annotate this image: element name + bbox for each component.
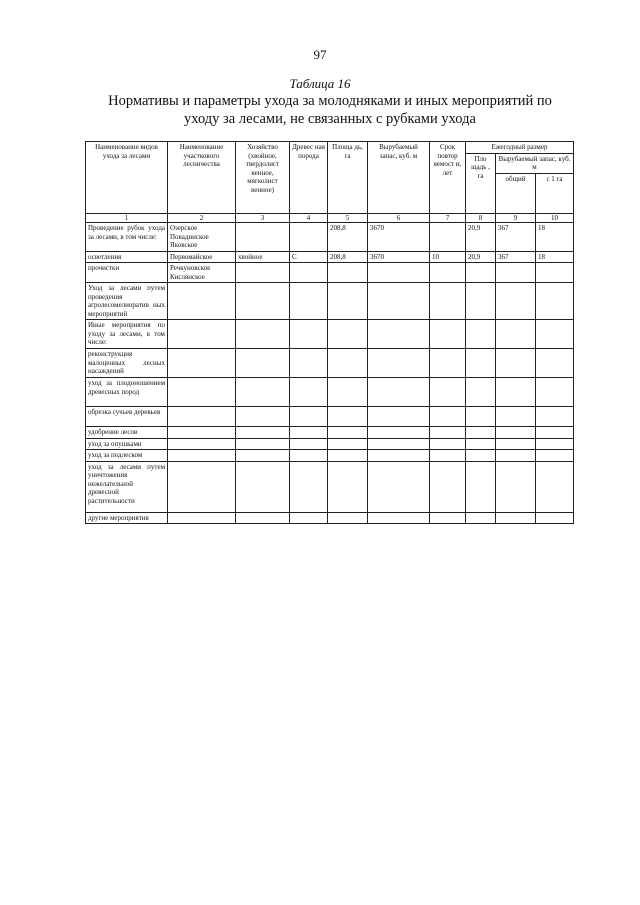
table-row	[86, 263, 574, 283]
row-volume: 3670	[368, 251, 430, 263]
header-col6: Вырубаемый запас, куб. м	[368, 142, 430, 214]
table-title-line1: Нормативы и параметры ухода за молодняками и иных мероприятий по	[108, 93, 552, 109]
row-species	[290, 263, 328, 283]
row-forestry: Речкуновское Кислянское	[168, 263, 236, 283]
row-period	[430, 263, 466, 283]
norms-table	[85, 141, 574, 524]
row-activity: уход за плодоношением древесных пород	[86, 378, 168, 407]
row-activity: Иные мероприятия по уходу за лесами, в том числе:	[86, 320, 168, 349]
row-annual-area: 20,9	[466, 251, 496, 263]
page-number: 97	[313, 47, 327, 62]
col-number: 7	[430, 213, 466, 223]
col-number: 6	[368, 213, 430, 223]
header-col3: Хозяйство (хвойное, твердолист венное, мягколист венное)	[236, 142, 290, 214]
table-row	[86, 512, 574, 524]
row-activity: обрезка сучьев деревьев	[86, 407, 168, 427]
row-annual-per-ha: 18	[536, 251, 574, 263]
header-col1: Наименование видов ухода за лесами	[86, 142, 168, 214]
header-annual-total: общий	[496, 173, 536, 213]
row-activity: удобрение лесов	[86, 427, 168, 439]
row-activity: уход за опушками	[86, 438, 168, 450]
table-row	[86, 349, 574, 378]
col-number: 8	[466, 213, 496, 223]
header-col5: Площа дь, га	[328, 142, 368, 214]
row-activity: реконструкция малоценных лесных насаждений	[86, 349, 168, 378]
col-number: 9	[496, 213, 536, 223]
col-number: 5	[328, 213, 368, 223]
row-activity: уход за подлеском	[86, 450, 168, 462]
table-row	[86, 461, 574, 512]
row-area: 208,8	[328, 223, 368, 252]
header-row-1	[86, 142, 574, 154]
col-number: 3	[236, 213, 290, 223]
header-annual-volume: Вырубаемый запас, куб. м	[496, 153, 574, 173]
row-activity: Проведение рубок ухода за лесами, в том числе:	[86, 223, 168, 252]
table-row	[86, 378, 574, 407]
table-label: Таблица 16	[289, 76, 351, 91]
table-title-line2: уходу за лесами, не связанных с рубками ухода	[184, 111, 476, 127]
col-number: 1	[86, 213, 168, 223]
table-row	[86, 438, 574, 450]
row-annual-area: 20,9	[466, 223, 496, 252]
column-numbers-row	[86, 213, 574, 223]
table-row	[86, 251, 574, 263]
row-activity: Уход за лесами путем проведения агролесомелиоратив ных мероприятий	[86, 283, 168, 320]
header-annual-per-ha: с 1 га	[536, 173, 574, 213]
table-row	[86, 407, 574, 427]
table-row	[86, 427, 574, 439]
table-row	[86, 320, 574, 349]
col-number: 2	[168, 213, 236, 223]
row-area: 208,8	[328, 251, 368, 263]
row-period: 10	[430, 251, 466, 263]
header-col4: Древес ная порода	[290, 142, 328, 214]
row-annual-area	[466, 263, 496, 283]
table-title	[90, 92, 570, 128]
row-annual-per-ha: 18	[536, 223, 574, 252]
row-activity: прочистки	[86, 263, 168, 283]
table-row	[86, 450, 574, 462]
header-col2: Наименование участкового лесничества	[168, 142, 236, 214]
row-economy	[236, 223, 290, 252]
header-annual: Ежегодный размер	[466, 142, 574, 154]
row-economy	[236, 263, 290, 283]
row-volume: 3670	[368, 223, 430, 252]
col-number: 4	[290, 213, 328, 223]
row-species	[290, 223, 328, 252]
norms-table-container	[85, 141, 573, 524]
row-annual-total: 367	[496, 251, 536, 263]
row-economy: хвойное	[236, 251, 290, 263]
row-period	[430, 223, 466, 252]
table-row	[86, 223, 574, 252]
row-volume	[368, 263, 430, 283]
row-activity: уход за лесами путем уничтожения нежелательной древесной растительности	[86, 461, 168, 512]
row-species: С	[290, 251, 328, 263]
row-annual-total: 367	[496, 223, 536, 252]
table-row	[86, 283, 574, 320]
row-activity: другие мероприятия	[86, 512, 168, 524]
row-forestry: Первомайское	[168, 251, 236, 263]
row-forestry: Озерское Повадинское Яковское	[168, 223, 236, 252]
header-col7: Срок повтор яемост и, лет	[430, 142, 466, 214]
row-annual-total	[496, 263, 536, 283]
col-number: 10	[536, 213, 574, 223]
row-area	[328, 263, 368, 283]
header-annual-area: Пло щадь , га	[466, 153, 496, 213]
row-annual-per-ha	[536, 263, 574, 283]
row-activity: осветления	[86, 251, 168, 263]
